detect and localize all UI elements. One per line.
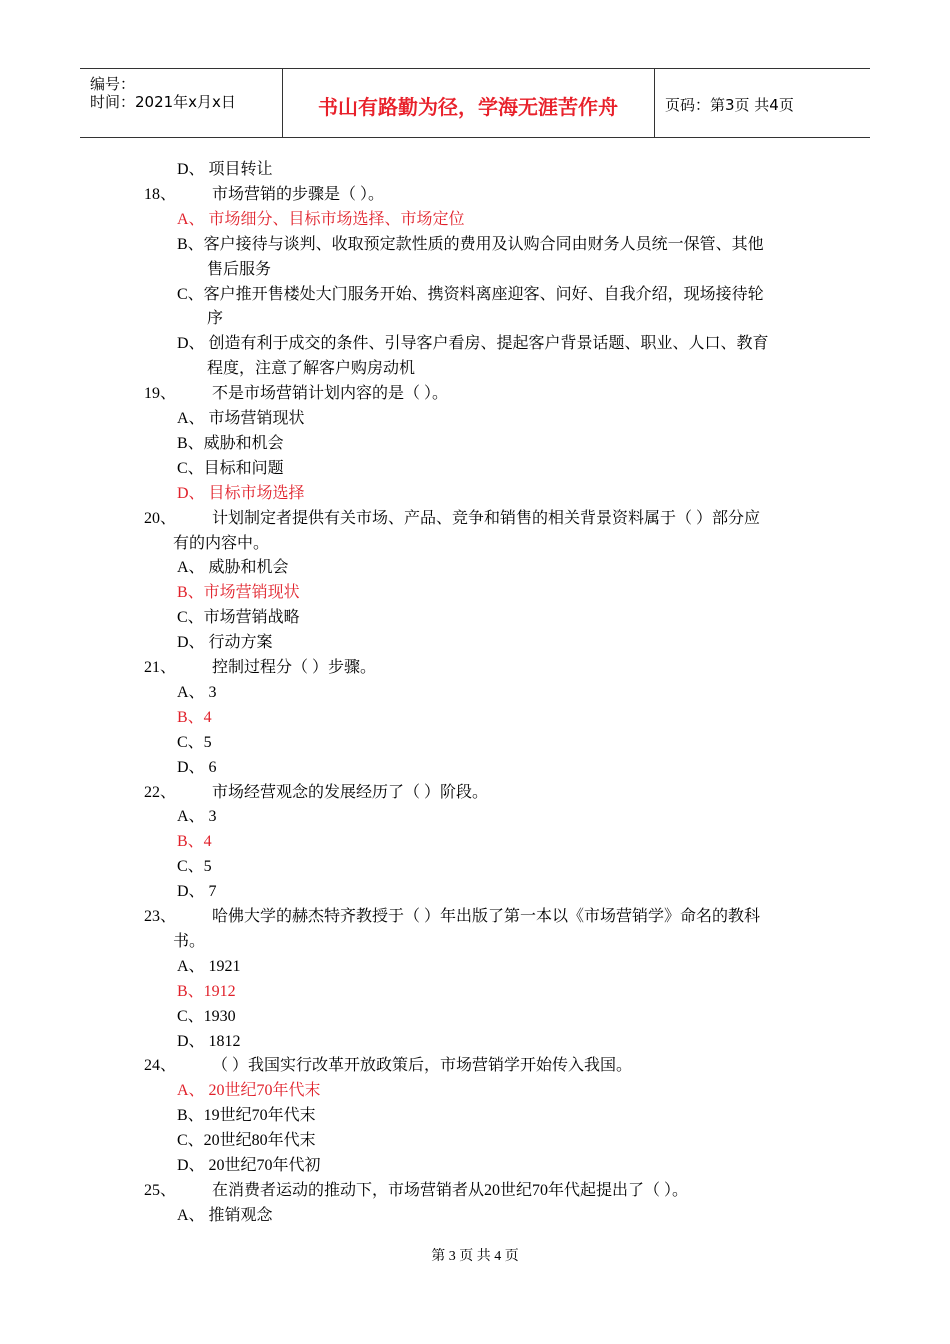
header-left-cell bbox=[80, 69, 283, 137]
answer-option: A、 3 bbox=[177, 684, 217, 701]
question-text: 不是市场营销计划内容的是（ ）。 bbox=[212, 385, 449, 402]
answer-option: B、19世纪70年代末 bbox=[177, 1107, 316, 1124]
answer-option: B、威胁和机会 bbox=[177, 435, 284, 452]
answer-option: D、 6 bbox=[177, 759, 217, 776]
question-number: 19、 bbox=[144, 385, 177, 402]
answer-option: D、 20世纪70年代初 bbox=[177, 1157, 321, 1174]
answer-option: C、目标和问题 bbox=[177, 460, 284, 477]
answer-option: C、20世纪80年代末 bbox=[177, 1132, 316, 1149]
answer-option: B、客户接待与谈判、收取预定款性质的费用及认购合同由财务人员统一保管、其他 bbox=[177, 236, 764, 253]
answer-option: D、 创造有利于成交的条件、引导客户看房、提起客户背景话题、职业、人口、教育 bbox=[177, 335, 769, 352]
question-text: （ ）我国实行改革开放政策后，市场营销学开始传入我国。 bbox=[212, 1057, 633, 1074]
answer-option: B、1912 bbox=[177, 983, 236, 1000]
question-number: 21、 bbox=[144, 659, 177, 676]
answer-option: D、 7 bbox=[177, 883, 217, 900]
number-label: 编号： bbox=[90, 75, 136, 93]
answer-option: B、4 bbox=[177, 709, 212, 726]
answer-option: C、市场营销战略 bbox=[177, 609, 300, 626]
answer-option: A、 市场细分、目标市场选择、市场定位 bbox=[177, 211, 465, 228]
question-number: 25、 bbox=[144, 1182, 177, 1199]
continued-text: 序 bbox=[207, 310, 224, 327]
question-number: 24、 bbox=[144, 1057, 177, 1074]
header-right-cell bbox=[655, 69, 870, 137]
answer-option: A、 市场营销现状 bbox=[177, 410, 305, 427]
question-text: 市场经营观念的发展经历了（ ）阶段。 bbox=[212, 784, 489, 801]
answer-option: A、 1921 bbox=[177, 958, 241, 975]
question-number: 23、 bbox=[144, 908, 177, 925]
answer-option: D、 1812 bbox=[177, 1033, 241, 1050]
question-text: 在消费者运动的推动下，市场营销者从20世纪70年代起提出了（ ）。 bbox=[212, 1182, 689, 1199]
answer-option: D、 项目转让 bbox=[177, 161, 273, 178]
question-text: 控制过程分（ ）步骤。 bbox=[212, 659, 377, 676]
page-footer: 第 3 页 共 4 页 bbox=[431, 1249, 519, 1264]
answer-option: C、客户推开售楼处大门服务开始、携资料离座迎客、问好、自我介绍，现场接待轮 bbox=[177, 286, 764, 303]
header-middle-cell bbox=[282, 69, 655, 137]
answer-option: C、1930 bbox=[177, 1008, 236, 1025]
answer-option: A、 推销观念 bbox=[177, 1207, 273, 1224]
answer-option: A、 3 bbox=[177, 808, 217, 825]
answer-option: C、5 bbox=[177, 858, 212, 875]
continued-text: 售后服务 bbox=[207, 261, 272, 278]
question-number: 18、 bbox=[144, 186, 177, 203]
question-text: 哈佛大学的赫杰特齐教授于（ ）年出版了第一本以《市场营销学》命名的教科 bbox=[212, 908, 761, 925]
answer-option: D、 行动方案 bbox=[177, 634, 273, 651]
answer-option: A、 20世纪70年代末 bbox=[177, 1082, 321, 1099]
continued-text: 有的内容中。 bbox=[173, 535, 270, 552]
time-label: 时间：2021年x月x日 bbox=[90, 93, 236, 111]
motto: 书山有路勤为径，学海无涯苦作舟 bbox=[318, 95, 618, 119]
answer-option: C、5 bbox=[177, 734, 212, 751]
page-info: 页码：第3页 共4页 bbox=[665, 96, 794, 114]
question-text: 市场营销的步骤是（ ）。 bbox=[212, 186, 385, 203]
question-text: 计划制定者提供有关市场、产品、竞争和销售的相关背景资料属于（ ）部分应 bbox=[212, 510, 761, 527]
question-number: 20、 bbox=[144, 510, 177, 527]
answer-option: B、市场营销现状 bbox=[177, 584, 300, 601]
question-number: 22、 bbox=[144, 784, 177, 801]
answer-option: A、 威胁和机会 bbox=[177, 559, 289, 576]
page-header bbox=[80, 68, 870, 138]
continued-text: 书。 bbox=[173, 933, 206, 950]
continued-text: 程度，注意了解客户购房动机 bbox=[207, 360, 416, 377]
answer-option: D、 目标市场选择 bbox=[177, 485, 305, 502]
answer-option: B、4 bbox=[177, 833, 212, 850]
